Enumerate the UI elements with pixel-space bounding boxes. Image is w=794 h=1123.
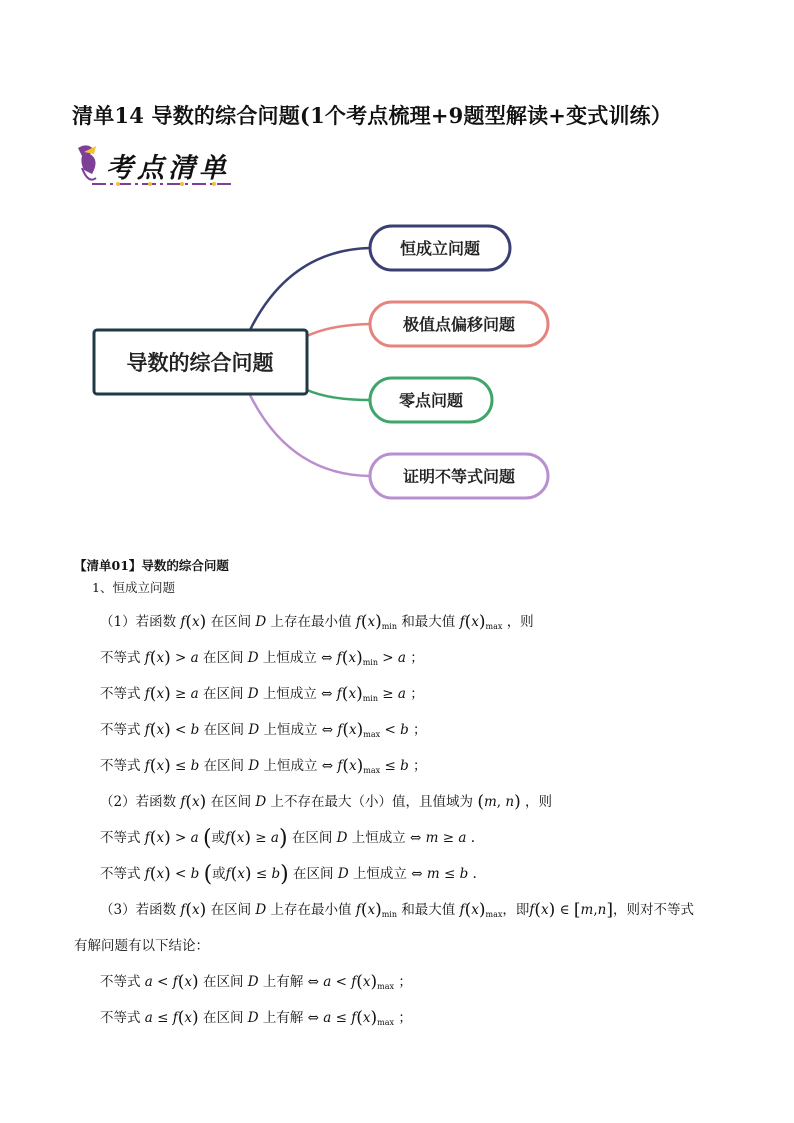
text-line-2: 不等式 f(x) > a 在区间 D 上恒成立 ⇔ $f(x)_{min} > a$ ； — [100, 648, 424, 668]
section-heading: 【清单01】导数的综合问题 — [74, 558, 229, 573]
text-segment: 在区间 — [210, 902, 252, 918]
text-line-6: （2）若函数 f(x) 在区间 D 上不存在最大（小）值，且值域为 (m, n) ，则 — [100, 792, 552, 812]
text-segment: 上存在最小值 — [270, 614, 352, 630]
text-segment: 在区间 — [202, 650, 244, 666]
branch-connector-4 — [250, 395, 370, 476]
text-segment: 在区间 — [203, 722, 245, 738]
text-segment: 不等式 — [100, 974, 141, 990]
branch-connector-3 — [307, 390, 370, 400]
mindmap-branch-2 — [370, 302, 548, 346]
mindmap-branch-1-label: 恒成立问题 — [399, 239, 481, 258]
page-title: 清单14 导数的综合问题(1个考点梳理+9题型解读+变式训练） — [72, 103, 673, 128]
badge-text: 考点清单 — [106, 153, 230, 184]
mindmap-root-label: 导数的综合问题 — [126, 351, 274, 375]
text-segment: 在区间 — [291, 830, 333, 846]
text-segment: 在区间 — [202, 974, 244, 990]
text-segment: 不等式 — [100, 650, 141, 666]
text-segment: 和最大值 — [401, 902, 456, 918]
section-01 — [0, 556, 794, 1116]
text-segment: 在区间 — [293, 866, 334, 882]
text-segment: 在区间 — [210, 794, 252, 810]
text-segment: 上有解 — [262, 974, 304, 990]
text-segment: （1）若函数 — [100, 614, 177, 630]
text-segment: ，则对不等式 — [612, 902, 694, 918]
text-segment: 上恒成立 — [351, 830, 406, 846]
kaodian-badge — [70, 140, 240, 190]
text-segment: ，即 — [502, 902, 530, 918]
text-segment: 不等式 — [100, 758, 141, 774]
text-segment: 和最大值 — [401, 614, 456, 630]
text-line-12: 不等式 a ≤ f(x) 在区间 D 上有解 ⇔ $a \le f(x)_{max}$ ； — [100, 1008, 412, 1028]
text-segment: 上恒成立 — [262, 686, 317, 702]
mindmap-branch-3 — [370, 378, 492, 422]
text-line-1: （1）若函数 f(x) 在区间 D 上存在最小值 $f(x)_{min}$ 和最大值 $f(x)_{max}$ ，则 — [100, 612, 534, 632]
text-segment: 不等式 — [100, 722, 141, 738]
text-segment: 不等式 — [100, 1010, 141, 1026]
text-segment: （2）若函数 — [100, 794, 177, 810]
text-line-7: 不等式 f(x) > a (或f(x) ≥ a) 在区间 D 上恒成立 ⇔ m ≥ a . — [100, 826, 476, 851]
branch-connector-2 — [307, 324, 370, 336]
text-segment: 上有解 — [262, 1010, 304, 1026]
mindmap-branch-4-label: 证明不等式问题 — [402, 467, 516, 486]
text-segment: 在区间 — [203, 758, 245, 774]
text-line-4: 不等式 f(x) < b 在区间 D 上恒成立 ⇔ $f(x)_{max} < b$ ； — [100, 720, 427, 740]
text-segment: 上恒成立 — [263, 758, 318, 774]
text-segment: 在区间 — [202, 686, 244, 702]
text-segment: 不等式 — [100, 830, 141, 846]
mindmap-branch-4 — [370, 454, 548, 498]
text-segment: 或 — [212, 866, 226, 882]
section-subheading: 1、恒成立问题 — [92, 580, 175, 595]
mindmap-root — [94, 330, 307, 394]
text-segment: 不等式 — [100, 686, 141, 702]
branch-connector-1 — [250, 248, 370, 330]
text-line-11: 不等式 a < f(x) 在区间 D 上有解 ⇔ $a < f(x)_{max}$ ； — [100, 972, 412, 992]
mindmap — [0, 200, 794, 520]
text-segment: 在区间 — [202, 1010, 244, 1026]
text-line-5: 不等式 f(x) ≤ b 在区间 D 上恒成立 ⇔ $f(x)_{max} \le b$ ； — [100, 756, 427, 776]
text-segment: 上不存在最大（小）值，且值域为 — [270, 794, 474, 810]
text-segment: 上恒成立 — [262, 650, 317, 666]
text-segment: 上恒成立 — [352, 866, 407, 882]
text-segment: ，则 — [506, 614, 534, 630]
text-segment: ，则 — [525, 794, 552, 810]
text-segment: 在区间 — [210, 614, 252, 630]
mindmap-branch-2-label: 极值点偏移问题 — [402, 315, 516, 334]
text-segment: 或 — [211, 830, 226, 846]
text-segment: （3）若函数 — [100, 902, 177, 918]
text-segment: 不等式 — [100, 866, 141, 882]
text-line-3: 不等式 f(x) ≥ a 在区间 D 上恒成立 ⇔ $f(x)_{min} \ge a$ ； — [100, 684, 424, 704]
text-line-9: （3）若函数 f(x) 在区间 D 上存在最小值 $f(x)_{min}$ 和最大值 $f(x)_{max}$，即f(x) ∈ [m,n]，则对不等式 — [100, 900, 694, 920]
text-line-10: 有解问题有以下结论： — [74, 938, 209, 954]
text-segment: 上存在最小值 — [270, 902, 352, 918]
text-segment: 上恒成立 — [263, 722, 318, 738]
mindmap-branch-3-label: 零点问题 — [398, 391, 464, 410]
mindmap-branch-1 — [370, 226, 510, 270]
text-line-8: 不等式 f(x) < b (或f(x) ≤ b) 在区间 D 上恒成立 ⇔ m ≤ b . — [100, 862, 477, 887]
